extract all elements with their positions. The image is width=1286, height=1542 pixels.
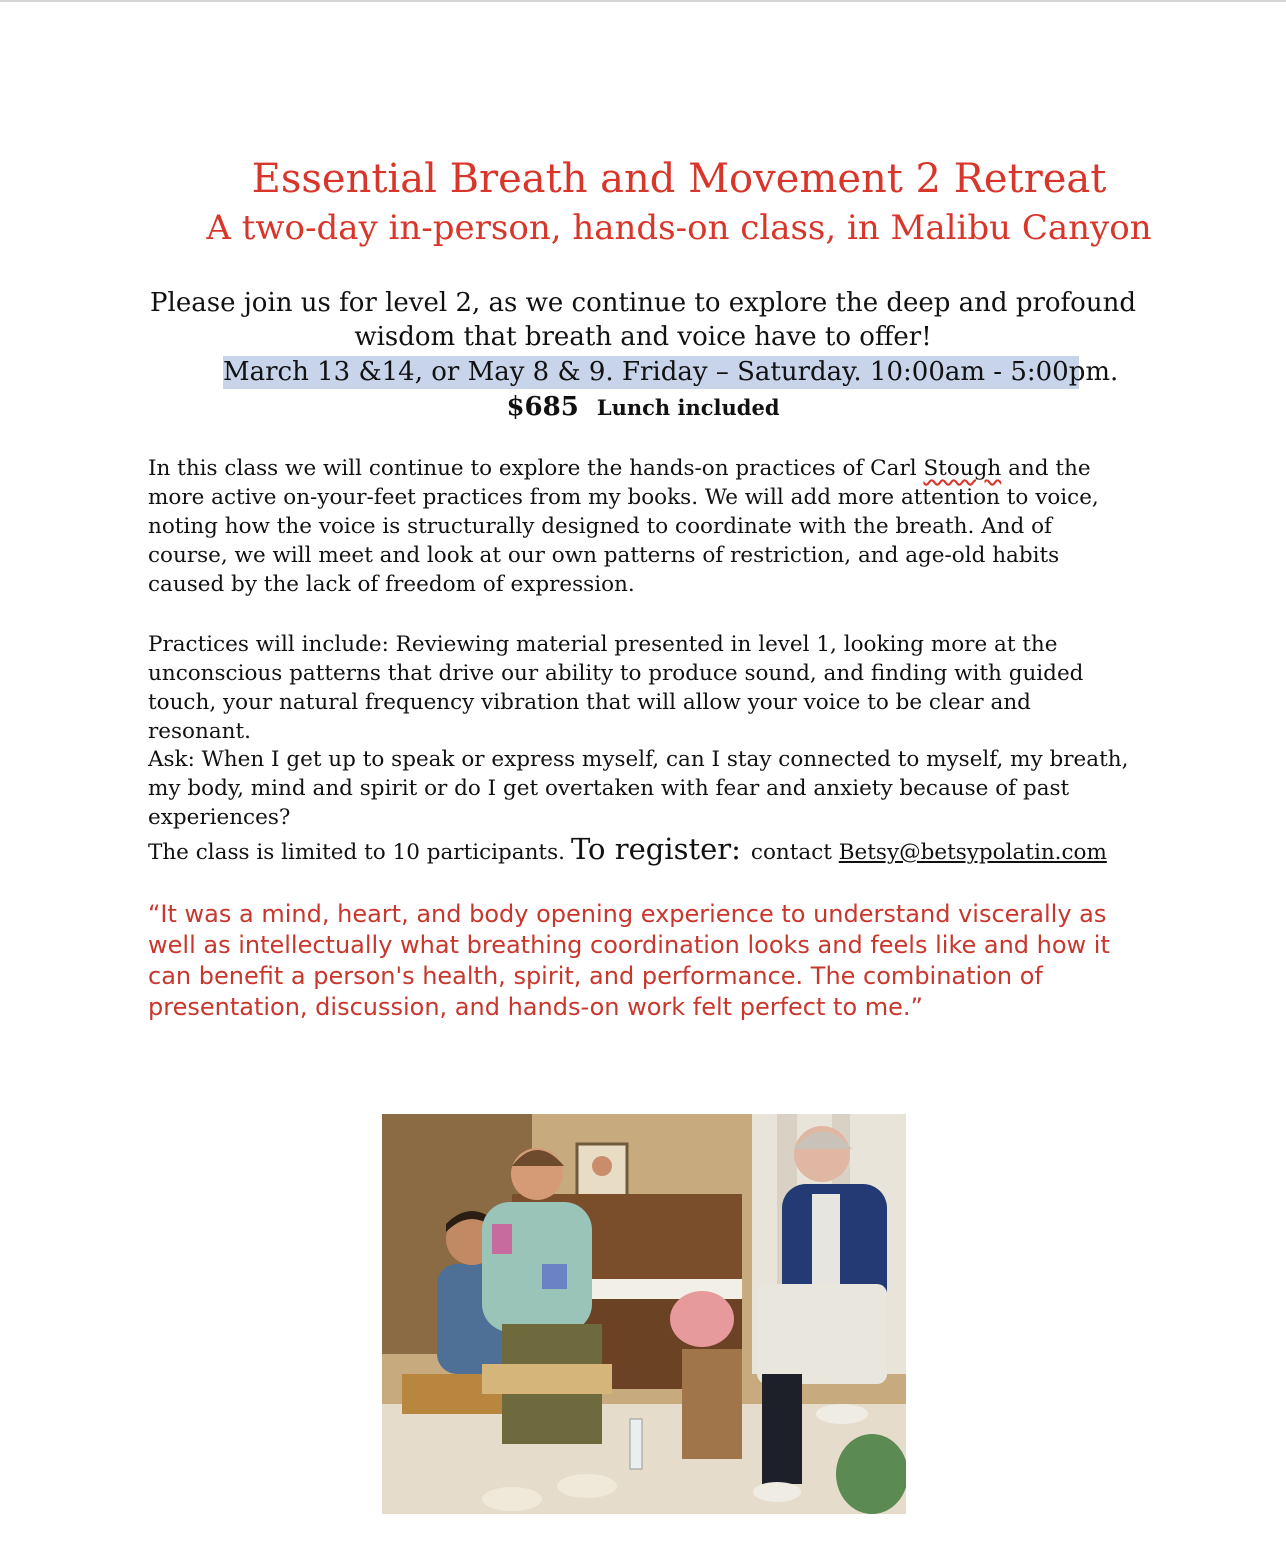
practices-paragraph: Practices will include: Reviewing material presented in level 1, looking more at the unconscious patterns that drive our ability to produce sound, and finding with guided touch, your natural frequency vibration that will allow your voice to be clear and resonant.: [148, 632, 1084, 744]
limit-text: The class is limited to 10 participants.: [148, 840, 565, 865]
lunch-note: Lunch included: [596, 395, 780, 420]
registration-line: [148, 832, 1107, 866]
price-line: [0, 392, 1286, 422]
testimonial-quote: “It was a mind, heart, and body opening experience to understand viscerally as well as intellectually what breathing coordination looks and feels like and how it can benefit a person's health, spirit, and performance. The combination of presentation, discussion, and hands-on work felt perfect to me.”: [148, 900, 1110, 1021]
intro-line-1: Please join us for level 2, as we continue to explore the deep and profound: [150, 288, 1136, 318]
p1-end: and the more active on-your-feet practices from my books. We will add more attention to voice, noting how the voice is structurally designed to coordinate with the breath. And of course, we will meet and look at our own patterns of restriction, and age-old habits caused by the lack of freedom of expression.: [148, 456, 1099, 597]
spellcheck-word: Stough: [923, 456, 1002, 481]
description-paragraph: [148, 454, 1138, 599]
register-cta: To register:: [570, 832, 741, 866]
p1-start: In this class we will continue to explore the hands-on practices of Carl: [148, 456, 924, 481]
price: $685: [506, 392, 579, 422]
page-title: Essential Breath and Movement 2 Retreat: [251, 156, 1107, 202]
ask-paragraph: Ask: When I get up to speak or express myself, can I stay connected to myself, my breath, my body, mind and spirit or do I get overtaken with fear and anxiety because of past experiences?: [148, 747, 1129, 830]
contact-label: contact: [750, 840, 832, 865]
top-divider: [0, 0, 1286, 2]
class-photo-illustration: [382, 1114, 906, 1514]
page-subtitle: A two-day in-person, hands-on class, in Malibu Canyon: [206, 208, 1152, 248]
email-link[interactable]: Betsy@betsypolatin.com: [838, 840, 1107, 865]
class-photo: [382, 1114, 906, 1514]
intro-line-2: wisdom that breath and voice have to offer!: [354, 322, 932, 352]
event-dates: March 13 &14, or May 8 & 9. Friday – Saturday. 10:00am - 5:00pm.: [223, 357, 1119, 387]
